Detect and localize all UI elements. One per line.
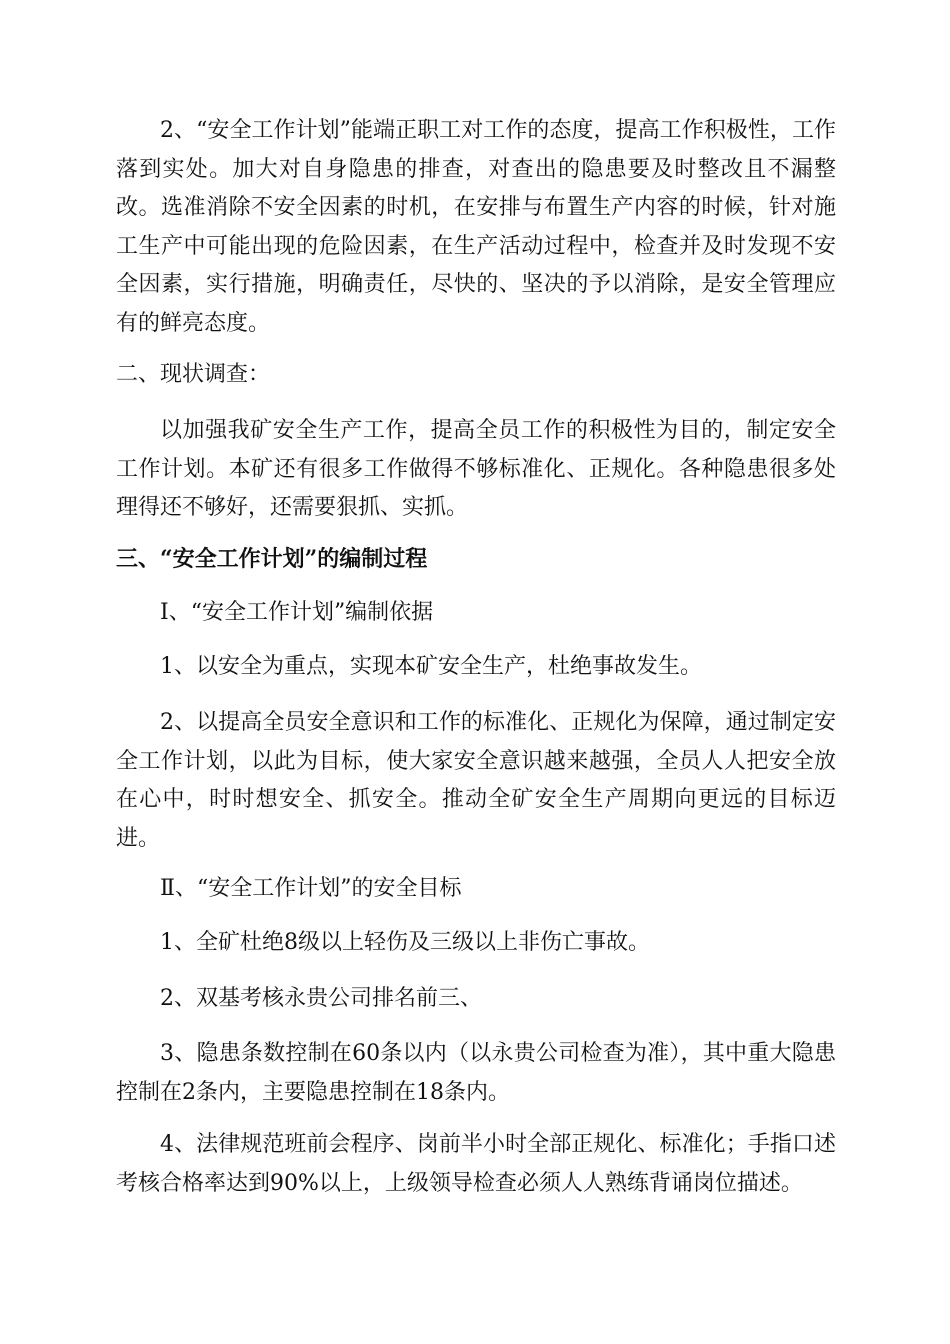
paragraph-current-status: 以加强我矿安全生产工作，提高全员工作的积极性为目的，制定安全工作计划。本矿还有很多工作做得不够标准化、正规化。各种隐患很多处理得还不够好，还需要狠抓、实抓。 xyxy=(116,418,836,520)
subheading-goals: Ⅱ、“安全工作计划”的安全目标 xyxy=(160,876,462,901)
paragraph-basis-1: 1、以安全为重点，实现本矿安全生产，杜绝事故发生。 xyxy=(160,654,702,679)
goal-item-4: 4、法律规范班前会程序、岗前半小时全部正规化、标准化；手指口述考核合格率达到90%以上，上级领导检查必须人人熟练背诵岗位描述。 xyxy=(116,1132,836,1196)
subheading-basis: Ⅰ、“安全工作计划”编制依据 xyxy=(160,600,434,625)
paragraph-basis-2: 2、以提高全员安全意识和工作的标准化、正规化为保障，通过制定安全工作计划，以此为目标，使大家安全意识越来越强，全员人人把安全放在心中，时时想安全、抓安全。推动全矿安全生产周期向更远的目标迈进。 xyxy=(116,710,836,851)
section-heading-current-status: 二、现状调查： xyxy=(116,362,271,387)
section-heading-process: 三、“安全工作计划”的编制过程 xyxy=(116,546,428,572)
paragraph-attitude: 2、“安全工作计划”能端正职工对工作的态度，提高工作积极性，工作落到实处。加大对自身隐患的排查，对查出的隐患要及时整改且不漏整改。选准消除不安全因素的时机，在安排与布置生产内容的时候，针对施工生产中可能出现的危险因素，在生产活动过程中，检查并及时发现不安全因素，实行措施，明确责任，尽快的、坚决的予以消除，是安全管理应有的鲜亮态度。 xyxy=(116,118,836,336)
goal-item-2: 2、双基考核永贵公司排名前三、 xyxy=(160,986,482,1011)
goal-item-3: 3、隐患条数控制在60条以内（以永贵公司检查为准），其中重大隐患控制在2条内，主要隐患控制在18条内。 xyxy=(116,1041,836,1105)
goal-item-1: 1、全矿杜绝8级以上轻伤及三级以上非伤亡事故。 xyxy=(160,930,650,955)
